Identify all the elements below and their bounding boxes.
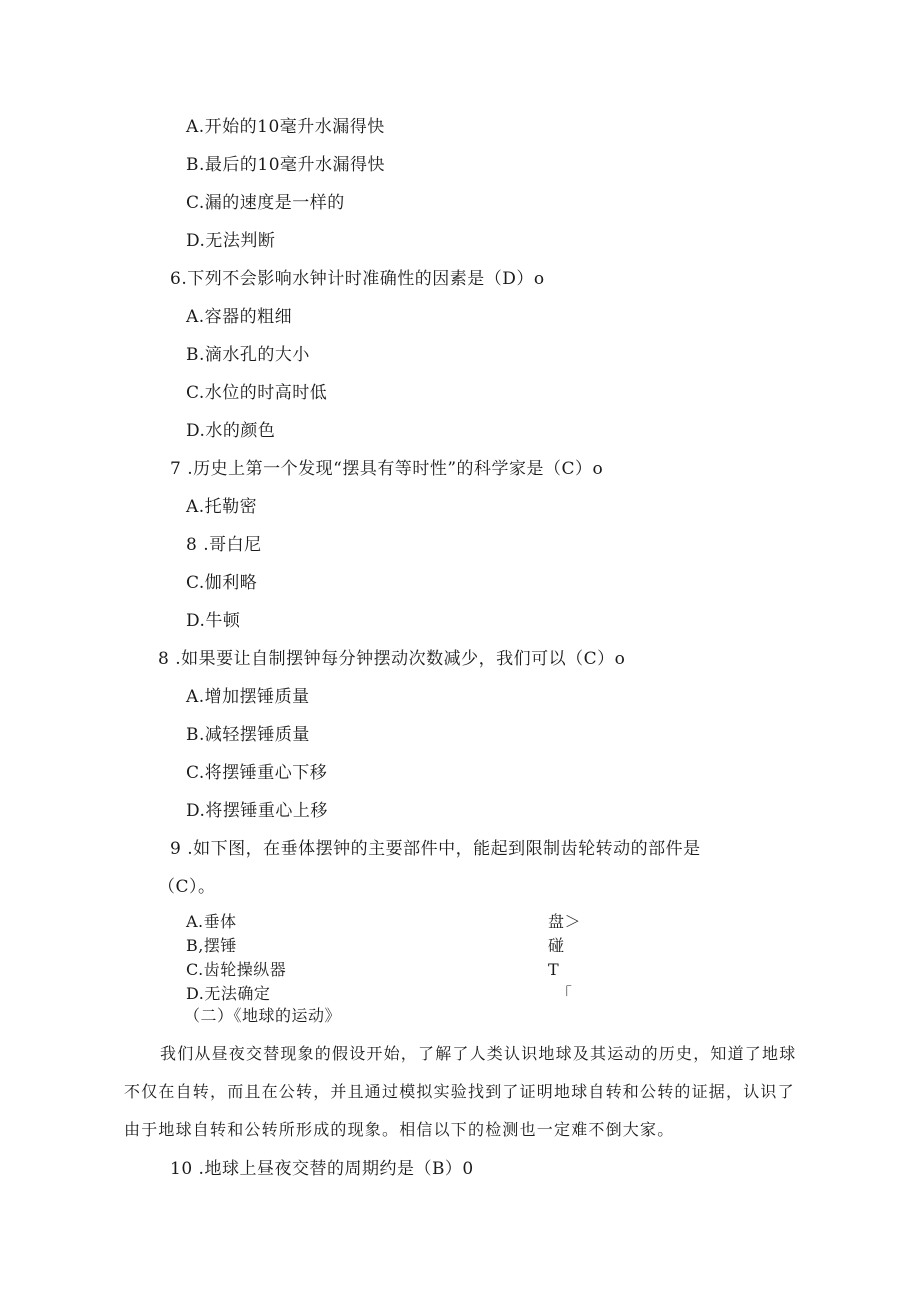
q6-option-c: C.水位的时高时低 bbox=[186, 383, 328, 403]
q9-stem-line1: 9 .如下图，在垂体摆钟的主要部件中，能起到限制齿轮转动的部件是 bbox=[170, 839, 701, 859]
section2-intro-paragraph: 我们从昼夜交替现象的假设开始，了解了人类认识地球及其运动的历史，知道了地球不仅在自转，而且在公转，并且通过模拟实验找到了证明地球自转和公转的证据，认识了由于地球自转和公转所形成的现象。相信以下的检测也一定难不倒大家。 bbox=[124, 1044, 797, 1139]
q9-figure-label-4: 「 bbox=[556, 984, 573, 1003]
q9-option-a: A.垂体 bbox=[186, 912, 237, 931]
q6-option-b: B.滴水孔的大小 bbox=[186, 345, 310, 365]
q5-option-c: C.漏的速度是一样的 bbox=[186, 193, 345, 213]
q7-option-a: A.托勒密 bbox=[186, 497, 258, 517]
q7-option-b: 8 .哥白尼 bbox=[186, 535, 262, 555]
q7-option-c: C.伽利略 bbox=[186, 573, 258, 593]
q9-option-d: D.无法确定 bbox=[186, 984, 271, 1003]
q5-option-b: B.最后的10毫升水漏得快 bbox=[186, 155, 386, 175]
q7-stem: 7 .历史上第一个发现“摆具有等时性”的科学家是（C）o bbox=[170, 459, 604, 479]
q9-figure-label-3: T bbox=[548, 960, 560, 979]
q8-option-a: A.增加摆锤质量 bbox=[186, 687, 310, 707]
q8-option-c: C.将摆锤重心下移 bbox=[186, 763, 328, 783]
q5-option-a: A.开始的10毫升水漏得快 bbox=[186, 117, 385, 137]
q8-option-b: B.减轻摆锤质量 bbox=[186, 725, 310, 745]
q9-option-b: B,摆锤 bbox=[186, 936, 237, 955]
q6-option-a: A.容器的粗细 bbox=[186, 307, 293, 327]
q10-stem: 10 .地球上昼夜交替的周期约是（B）0 bbox=[170, 1159, 474, 1179]
q6-option-d: D.水的颜色 bbox=[186, 421, 276, 441]
q5-option-d: D.无法判断 bbox=[186, 231, 276, 251]
q8-stem: 8 .如果要让自制摆钟每分钟摆动次数减少，我们可以（C）o bbox=[158, 649, 626, 669]
q9-option-c: C.齿轮操纵器 bbox=[186, 960, 287, 979]
q8-option-d: D.将摆锤重心上移 bbox=[186, 801, 328, 821]
section2-heading: （二）《地球的运动》 bbox=[184, 1006, 342, 1025]
q9-stem-line2: （C）。 bbox=[158, 877, 216, 897]
q9-figure-label-1: 盘＞ bbox=[548, 912, 582, 931]
q6-stem: 6.下列不会影响水钟计时准确性的因素是（D）o bbox=[170, 269, 545, 289]
q7-option-d: D.牛顿 bbox=[186, 611, 241, 631]
q9-figure-label-2: 碰 bbox=[548, 936, 565, 955]
